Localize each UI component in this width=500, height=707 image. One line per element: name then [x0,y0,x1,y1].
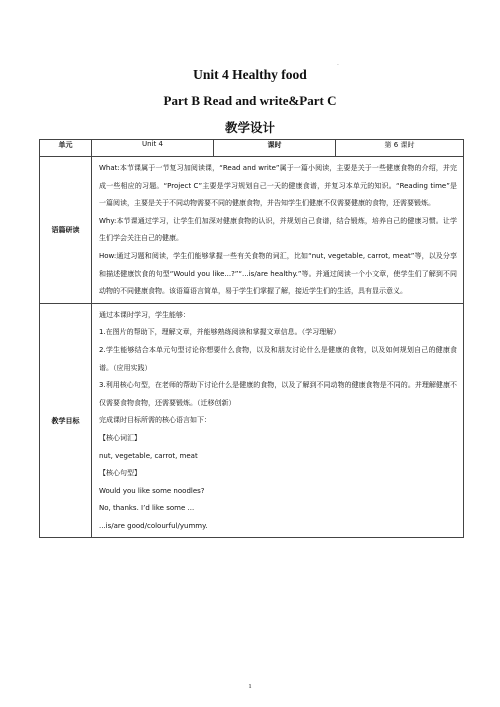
objectives-content [92,303,464,538]
decorative-dot: . [337,60,339,67]
part-subtitle: Part B Read and write&Part C [163,93,337,108]
analysis-content [92,157,464,304]
lesson-value: 第 6 课时 [336,140,464,157]
sentence-heading: 【核心句型】 [99,469,141,478]
objective-item: 3.利用核心句型，在老师的帮助下讨论什么是健康的食物，以及了解到不同动物的健康食物是不同的。并理解健康不仅需要食物食物，还需要锻炼。（迁移创新） [99,381,457,407]
unit-label: 单元 [40,140,92,157]
analysis-label: 语篇研读 [40,157,92,304]
objectives-intro: 通过本课时学习，学生能够： [99,310,190,319]
unit-value: Unit 4 [92,140,214,157]
vocab-list: nut, vegetable, carrot, meat [99,451,198,460]
sentence-item: ...is/are good/colourful/yummy. [99,521,208,530]
objective-item: 2.学生能够结合本单元句型讨论你想要什么食物，以及和朋友讨论什么是健康的食物，以及如何规划自己的健康食谱。（应用实践） [99,345,457,372]
doc-heading: 教学设计 [224,120,275,135]
analysis-row [40,157,464,304]
objective-item: 1.在图片的帮助下，理解文章，并能够熟练阅读和掌握文章信息。（学习理解） [99,328,341,337]
lesson-table [39,139,464,538]
sentence-item: No, thanks. I’d like some ... [99,504,195,513]
analysis-how: How:通过习题和阅读，学生们能够掌握一些有关食物的词汇，比如“nut, vegetable, carrot, meat”等，以及分享和描述健康饮食的句型“Would you like...?”“...is/are healthy.”等。并通过阅读一个小文章，使学生们了解到不同动物的不同健康食物。该语篇语言简单，易于学生们掌握了解，接近学生们的生活，具有显示意义。 [99,251,457,296]
objectives-row [40,303,464,538]
objectives-label: 教学目标 [40,303,92,538]
vocab-heading: 【核心词汇】 [99,433,141,442]
unit-title: Unit 4 Healthy food [193,67,307,82]
sentence-item: Would you like some noodles? [99,486,205,495]
page-number: 1 [248,683,252,690]
analysis-why: Why:本节课通过学习，让学生们加深对健康食物的认识，并规划自己食谱，结合锻炼，培养自己的健康习惯。让学生们学会关注自己的健康。 [99,216,457,243]
lesson-label: 课时 [214,140,336,157]
analysis-what: What:本节课属于一节复习加阅读课，“Read and write”属于一篇小阅读，主要是关于一些健康食物的介绍，并完成一些相应的习题。“Project C”主要是学习规划自己一天的健康食谱，并复习本单元的知识。“Reading time”是一篇阅读，主要是关于不同动物需要不同的健康食物，并告知学生们健康不仅需要健康的食物，还需要锻炼。 [99,164,457,208]
header-row [40,140,464,157]
language-intro: 完成课时目标所需的核心语言如下： [99,416,211,425]
